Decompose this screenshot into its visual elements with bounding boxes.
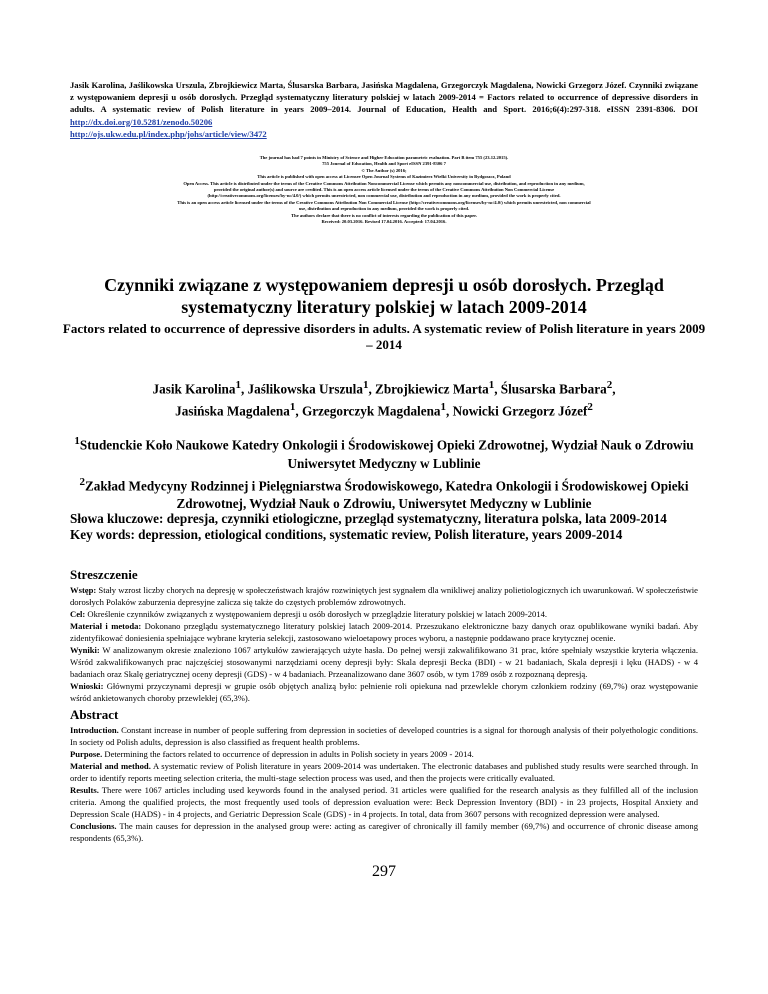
article-url-link[interactable]: http://ojs.ukw.edu.pl/index.php/johs/article/view/3472 [70, 128, 267, 139]
page-number: 297 [372, 863, 396, 880]
fineprint-line: use, distribution and reproduction in any medium, provided the work is properly cited. [298, 206, 470, 212]
fineprint-line: Open Access. This article is distributed under the terms of the Creative Commons Attribution Noncommercial License which permits any noncommercial use, distribution, and reproduction in any medium, [183, 180, 585, 186]
fineprint-line: © The Author (s) 2016; [361, 167, 407, 173]
paragraph-label: Wnioski: [70, 681, 104, 691]
affiliation-marker: 1 [74, 435, 80, 447]
abstract-paragraph [70, 724, 698, 748]
author-affiliation-marker: 2 [606, 379, 613, 391]
paragraph-text: There were 1067 articles including used keywords found in the analysed period. 31 articles were qualified for the research analysis as they fulfilled all of the inclusion criteria. Among the qualified projects, the most frequently used tools of depression evaluation were: Beck Depression Inventory (BDI) - in 23 projects, Hospital Anxiety and Depression Scale (HADS) - in 4 projects, and Geriatric Depression Scale (GDS) - in 4 projects. In total, data from 3607 persons with recognized depression were analysed. [70, 785, 698, 819]
author-name: Jasik Karolina [152, 381, 236, 397]
author-name: Ślusarska Barbara [500, 381, 607, 397]
paragraph-text: Constant increase in number of people suffering from depression in societies of developed countries is a signal for thorough analysis of their polyethologic conditions. In society od Polish adults, depression is also classified as frequent health problems. [70, 725, 698, 747]
affiliation-text: Zakład Medycyny Rodzinnej i Pielęgniarstwa Środowiskowego, Katedra Onkologii i Środowiskowej Opieki Zdrowotnej, Wydział Nauk o Zdrowiu, Uniwersytet Medyczny w Lublinie [84, 478, 689, 512]
paragraph-text: Dokonano przeglądu systematycznego literatury polskiej latach 2009-2014. Przeszukano elektroniczne bazy danych oraz opublikowane wyniki badań. Aby zidentyfikować doniesienia spełniające wybrane kryteria selekcji, zastosowano wieloetapowy proces wyboru, a następnie poddawano prace krytycznej ocenie. [70, 621, 698, 643]
abstract-paragraph [70, 608, 698, 620]
affiliation-item [50, 473, 718, 514]
author-affiliation-marker: 1 [235, 379, 241, 391]
doi-link[interactable]: http://dx.doi.org/10.5281/zenodo.50206 [70, 116, 213, 127]
paragraph-label: Cel: [70, 609, 86, 619]
title-english: Factors related to occurrence of depressive disorders in adults. A systematic review of Polish literature in years 2009 – 2014 [62, 321, 706, 352]
fineprint-line: Received: 20.03.2016. Revised 17.04.2016. Accepted: 17.04.2016. [321, 219, 447, 225]
abstract-paragraph [70, 820, 698, 844]
paragraph-text: Stały wzrost liczby chorych na depresję w społeczeństwach krajów rozwiniętych jest sygnałem dla wnikliwej analizy polietiologicznych ich uwarunkowań. W społeczeństwie dorosłych Polaków zaburzenia depresyjne zalicza się także do częstych problemów zdrowotnych. [70, 585, 698, 607]
author-affiliation-marker: 1 [440, 401, 446, 414]
paragraph-label: Materiał i metoda: [70, 621, 142, 631]
affiliation-marker: 2 [79, 475, 85, 488]
title-polish: Czynniki związane z występowaniem depresji u osób dorosłych. Przegląd systematyczny literatury polskiej w latach 2009-2014 [104, 275, 664, 317]
author-name: Zbrojkiewicz Marta [375, 381, 489, 397]
author-affiliation-marker: 1 [488, 379, 495, 391]
paragraph-text: Determining the factors related to occurrence of depression in adults in Polish society in years 2009 - 2014. [102, 749, 474, 759]
author-name: Grzegorczyk Magdalena [301, 403, 441, 419]
citation-text: Jasik Karolina, Jaślikowska Urszula, Zbrojkiewicz Marta, Ślusarska Barbara, Jasińska Magdalena, Grzegorczyk Magdalena, Nowicki Grzegorz Józef. Czynniki związane z występowaniem depresji u osób dorosłych. Przegląd systematyczny literatury polskiej w latach 2009-2014 = Factors related to occurrence of depressive disorders in adults. A systematic review of Polish literature in years 2009–2014. Journal of Education, Health and Sport. 2016;6(4):297-318. eISSN 2391-8306. DOI [70, 80, 698, 115]
paragraph-label: Wyniki: [70, 645, 100, 655]
fineprint-line: This is an open access article licensed under the terms of the Creative Commons Attribution Non Commercial License (http://creativecommons.org/licenses/by-nc/4.0/) which permits unrestricted, non commercial [177, 199, 591, 205]
author-affiliation-marker: 1 [289, 401, 296, 414]
author-list [60, 376, 708, 421]
abstract-section [70, 709, 698, 844]
author-affiliation-marker: 2 [587, 401, 593, 414]
streszczenie-section [70, 569, 698, 704]
fineprint-line: This article is published with open access at Licensee Open Journal Systems of Kazimierz Wielki University in Bydgoszcz, Poland [257, 174, 511, 180]
paragraph-label: Results. [70, 785, 99, 795]
citation-block [70, 79, 698, 140]
paragraph-label: Wstęp: [70, 585, 97, 595]
paragraph-label: Material and method. [70, 761, 151, 771]
paragraph-text: Określenie czynników związanych z występowaniem depresji u osób dorosłych w przeglądzie literatury polskiej w latach 2009-2014. [85, 609, 548, 619]
abstract-paragraph [70, 584, 698, 608]
author-separator: , [240, 381, 248, 397]
paragraph-text: Głównymi przyczynami depresji w grupie osób objętych analizą było: pełnienie roli opiekuna nad przewlekle chorym członkiem rodziny (69,7%) oraz występowanie wśród ankietowanych choroby przewlekłej (65,3%). [70, 681, 698, 703]
paragraph-text: The main causes for depression in the analysed group were: acting as caregiver of chronically ill family member (69,7%) and occurrence of chronic disease among respondents (65,3%). [70, 821, 698, 843]
paragraph-text: A systematic review of Polish literature in years 2009-2014 was undertaken. The electronic databases and published study results were searched through. In order to identify reports meeting selection criteria, the multi-stage selection process was used, and then the projects were critically evaluated. [70, 761, 698, 783]
author-name: Nowicki Grzegorz Józef [452, 403, 588, 419]
affiliation-text: Studenckie Koło Naukowe Katedry Onkologii i Środowiskowej Opieki Zdrowotnej, Wydział Nauk o Zdrowiu Uniwersytet Medyczny w Lublinie [79, 437, 694, 471]
keywords-english: Key words: depression, etiological conditions, systematic review, Polish literature, years 2009-2014 [70, 526, 623, 542]
license-fineprint [40, 155, 728, 225]
author-name: Jaślikowska Urszula [247, 381, 363, 397]
abstract-paragraph [70, 644, 698, 680]
abstract-paragraph [70, 760, 698, 784]
keywords-block [70, 511, 698, 542]
fineprint-line: (http://creativecommons.org/licenses/by-nc/4.0/) which permits unrestricted, non commercial use, distribution and reproduction in any medium, provided the work is properly cited. [207, 193, 561, 199]
fineprint-line: The journal has had 7 points in Ministry of Science and Higher Education parametric evaluation. Part B item 755 (23.12.2015). [259, 155, 509, 160]
abstract-paragraph [70, 620, 698, 644]
author-separator: , [612, 381, 616, 397]
paragraph-label: Purpose. [70, 749, 103, 759]
author-separator: , [368, 381, 376, 397]
affiliations [50, 432, 718, 514]
abstract-heading: Abstract [70, 707, 119, 722]
fineprint-line: 755 Journal of Education, Health and Sport eISSN 2391-8306 7 [322, 161, 446, 167]
keywords-polish: Słowa kluczowe: depresja, czynniki etiologiczne, przegląd systematyczny, literatura polska, lata 2009-2014 [70, 511, 667, 526]
abstract-paragraph [70, 748, 698, 760]
author-separator: , [446, 403, 453, 419]
abstract-paragraph [70, 784, 698, 820]
paragraph-label: Introduction. [70, 725, 119, 735]
author-separator: , [494, 381, 501, 397]
paragraph-text: W analizowanym okresie znaleziono 1067 artykułów zawierających użyte hasła. Do pełnej wersji zakwalifikowano 31 prac, które spełniały wszystkie kryteria włączenia. Wśród zakwalifikowanych prac najczęściej stosowanymi narzędziami oceny depresji były: Skala depresji Becka (BDI) - w 21 badaniach, Skala depresji i lęku (HADS) - w 4 badaniach oraz Skalę geriatrycznej oceny depresji (GDS) - w 4 badaniach. Przeanalizowano dane 3607 osób, w tym 1789 osób z rozpoznaną depresją. [70, 645, 698, 679]
fineprint-line: The authors declare that there is no conflict of interests regarding the publication of this paper. [291, 212, 477, 218]
paragraph-label: Conclusions. [70, 821, 117, 831]
author-affiliation-marker: 1 [362, 379, 369, 391]
affiliation-item [50, 432, 718, 473]
streszczenie-heading: Streszczenie [70, 567, 138, 582]
author-name: Jasińska Magdalena [175, 403, 290, 419]
fineprint-line: provided the original author(s) and source are credited. This is an open access article licensed under the terms of the Creative Commons Attribution Non Commercial License [213, 187, 555, 193]
abstract-paragraph [70, 680, 698, 704]
author-separator: , [295, 403, 302, 419]
